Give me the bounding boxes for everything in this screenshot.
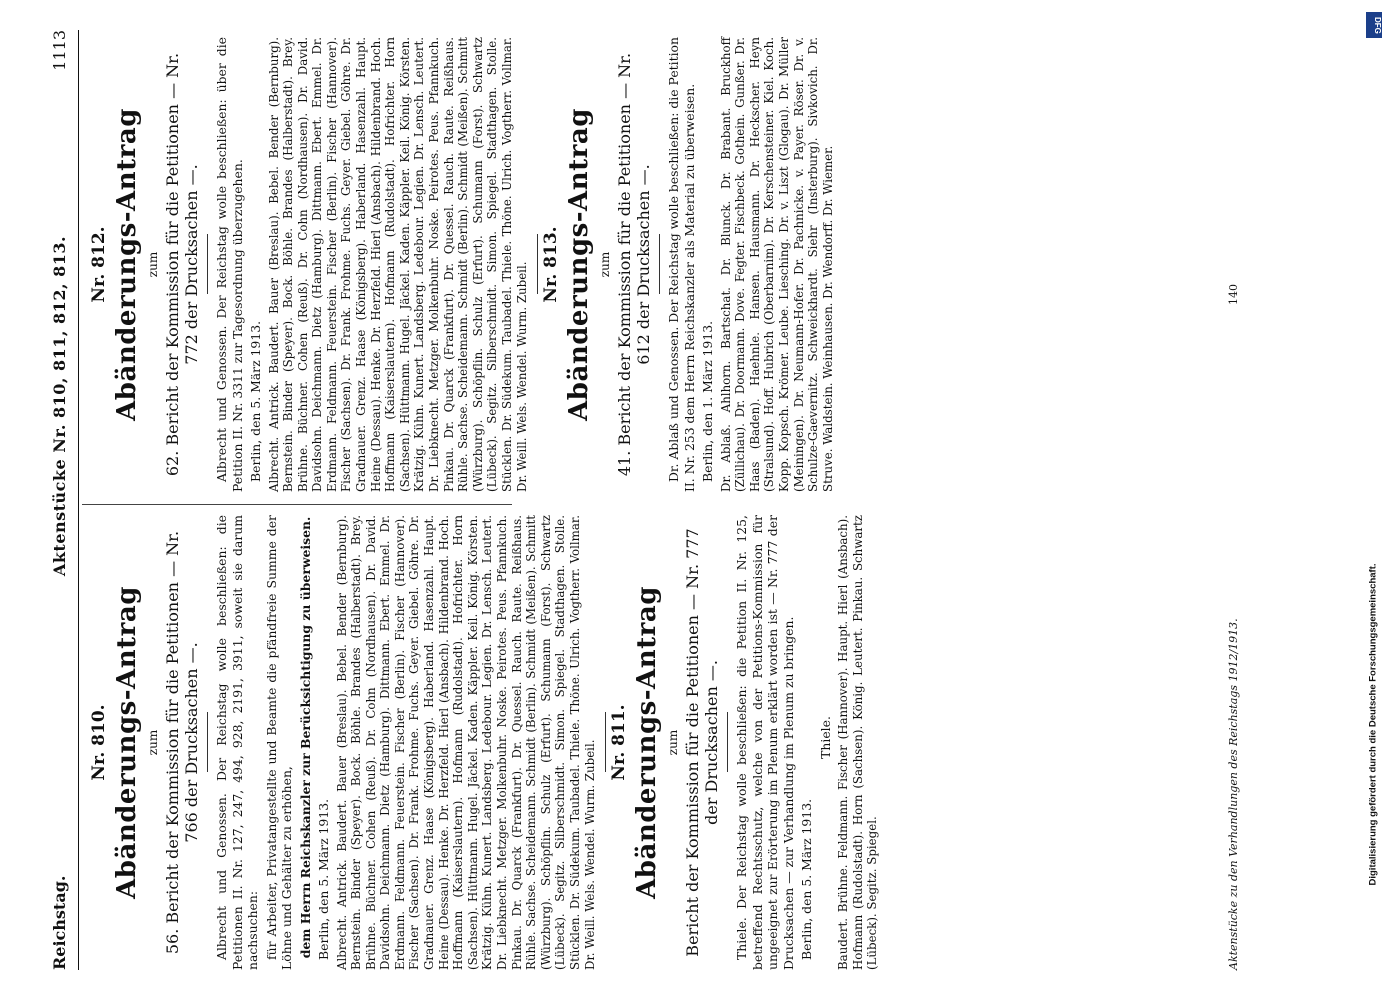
doc-812-date: Berlin, den 5. März 1913. — [248, 320, 263, 482]
doc-810 — [89, 515, 597, 970]
separator — [537, 235, 538, 295]
left-column — [86, 515, 888, 970]
doc-811-sign-lead: Thiele. — [817, 716, 833, 759]
doc-810-motion: Albrecht und Genossen. Der Reichstag wolle beschließen: die Petitionen II. Nr. 127, 247, 494, 928, 2191, 3911, soweit sie darum nachsuchen: — [214, 515, 260, 970]
page-header — [42, 30, 79, 970]
doc-812-motion: Albrecht und Genossen. Der Reichstag wolle beschließen: über die Petition II. Nr. 3311 zur Tagesordnung überzugehen. — [214, 37, 245, 492]
doc-811-title: Abänderungs-Antrag — [631, 586, 662, 899]
footer-source: Aktenstücke zu den Verhandlungen des Reichstags 1912/1913. — [1227, 618, 1240, 970]
doc-812-title: Abänderungs-Antrag — [111, 108, 142, 421]
doc-810-report: 56. Bericht der Kommission für die Petitionen — Nr. 766 der Drucksachen —. — [163, 530, 201, 955]
doc-811 — [605, 515, 880, 970]
doc-813-number: Nr. 813. — [541, 226, 562, 303]
doc-813-motion: Dr. Ablaß und Genossen. Der Reichstag wolle beschließen: die Petition II. Nr. 253 dem Herrn Reichskanzler als Material zu überweisen. — [666, 37, 697, 492]
doc-810-motion-item: für Arbeiter, Privatangestellte und Beamte die pfändfreie Summe der Löhne und Gehälter zu erhöhen, — [263, 515, 294, 970]
separator — [207, 713, 208, 773]
separator — [659, 235, 660, 295]
doc-812-number: Nr. 812. — [89, 226, 109, 303]
doc-812 — [89, 37, 529, 492]
doc-811-date: Berlin, den 5. März 1913. — [799, 798, 815, 960]
doc-810-signatories: Albrecht. Antrick. Baudert. Bauer (Breslau). Bebel. Bender (Bernburg). Bernstein. Binder (Speyer). Bock. Böhle. Brandes (Halberstadt). Brey. Brühne. Büchner. Cohen (Reuß). Dr. Cohn (Nordhausen). Dr. David. Davidsohn. Deichmann. Dietz (Hamburg). Dittmann. Ebert. Emmel. Dr. Erdmann. Feldmann. Feuerstein. Fischer (Berlin). Fischer (Hannover). Fischer (Sachsen). Dr. Frank. Frohme. Fuchs. Geyer. Giebel. Göhre. Dr. Gradnauer. Grenz. Haase (Königsberg). Haberland. Hasenzahl. Haupt. Heine (Dessau). Henke. Dr. Herzfeld. Hierl (Ansbach). Hildenbrand. Hoch. Hoffmann (Kaiserslautern). Hofmann (Rudolstadt). Hofrichter. Horn (Sachsen). Hüttmann. Hugel. Jäckel. Kaden. Käppler. Keil. König. Körsten. Krätzig. Kühn. Kunert. Landsberg. Ledebour. Legien. Dr. Lensch. Leutert. Dr. Liebknecht. Metzger. Molkenbuhr. Noske. Peirotes. Peus. Pfannkuch. Pinkau. Dr. Quarck (Frankfurt). Dr. Quessel. Rauch. Raute. Reißhaus. Rühle. Sachse. Scheidemann. Schmidt (Berlin). Schmidt (Meißen). Schmitt (Würzburg). Schöpflin. Schulz (Erfurt). Schumann (Forst). Schwartz (Lübeck). Segitz. Silberschmidt. Simon. Spiegel. Stadthagen. Stolle. Stücklen. Dr. Südekum. Taubadel. Thiele. Thöne. Ulrich. Vogtherr. Vollmar. Dr. Weill. Wels. Wendel. Wurm. Zubeil. — [334, 515, 597, 970]
right-column — [86, 37, 843, 492]
column-divider — [82, 504, 512, 505]
doc-813-zum: zum — [597, 251, 612, 278]
doc-813-report: 41. Bericht der Kommission für die Petitionen — Nr. 612 der Drucksachen —. — [615, 52, 654, 477]
separator — [207, 235, 208, 295]
doc-810-title: Abänderungs-Antrag — [111, 586, 142, 899]
doc-811-motion: Thiele. Der Reichstag wolle beschließen: die Petition II. Nr. 125, betreffend Rechtsschutz, welche von der Petitions-Kommission für ungeeignet zur Erörterung im Plenum erklärt worden ist — Nr. 777 der Drucksachen — zur Verhandlung im Plenum zu bringen. — [734, 515, 796, 970]
header-page-number: 1113 — [50, 30, 69, 71]
doc-810-date: Berlin, den 5. März 1913. — [316, 798, 331, 960]
doc-810-number: Nr. 810. — [89, 704, 109, 781]
separator — [727, 713, 728, 773]
header-left: Reichstag. — [50, 875, 69, 970]
doc-811-signatories: Baudert. Brühne. Feldmann. Fischer (Hannover). Haupt. Hierl (Ansbach). Hofmann (Rudolstadt). Horn (Sachsen). König. Leutert. Pinkau. Schwartz (Lübeck). Segitz. Spiegel. — [836, 515, 880, 970]
doc-812-signatories: Albrecht. Antrick. Baudert. Bauer (Breslau). Bebel. Bender (Bernburg). Bernstein. Binder (Speyer). Bock. Böhle. Brandes (Halberstadt). Brey. Brühne. Büchner. Cohen (Reuß). Dr. Cohn (Nordhausen). Dr. David. Davidsohn. Deichmann. Dietz (Hamburg). Dittmann. Ebert. Emmel. Dr. Erdmann. Feldmann. Feuerstein. Fischer (Berlin). Fischer (Hannover). Fischer (Sachsen). Dr. Frank. Frohme. Fuchs. Geyer. Giebel. Göhre. Dr. Gradnauer. Grenz. Haase (Königsberg). Haberland. Hasenzahl. Haupt. Heine (Dessau). Henke. Dr. Herzfeld. Hierl (Ansbach). Hildenbrand. Hoch. Hoffmann (Kaiserslautern). Hofmann (Rudolstadt). Hofrichter. Horn (Sachsen). Hüttmann. Hugel. Jäckel. Kaden. Käppler. Keil. König. Körsten. Krätzig. Kühn. Kunert. Landsberg. Ledebour. Legien. Dr. Lensch. Leutert. Dr. Liebknecht. Metzger. Molkenbuhr. Noske. Peirotes. Peus. Pfannkuch. Pinkau. Dr. Quarck (Frankfurt). Dr. Quessel. Rauch. Raute. Reißhaus. Rühle. Sachse. Scheidemann. Schmidt (Berlin). Schmidt (Meißen). Schmitt (Würzburg). Schöpflin. Schulz (Erfurt). Schumann (Forst). Schwartz (Lübeck). Segitz. Silberschmidt. Simon. Spiegel. Stadthagen. Stolle. Stücklen. Dr. Südekum. Taubadel. Thiele. Thöne. Ulrich. Vogtherr. Vollmar. Dr. Weill. Wels. Wendel. Wurm. Zubeil. — [266, 37, 529, 492]
doc-811-report: Bericht der Kommission für die Petitionen — Nr. 777 der Drucksachen —. — [683, 528, 722, 957]
doc-812-zum: zum — [145, 251, 160, 278]
doc-813-date: Berlin, den 1. März 1913. — [700, 320, 716, 482]
doc-812-report: 62. Bericht der Kommission für die Petitionen — Nr. 772 der Drucksachen —. — [163, 52, 201, 477]
doc-810-zum: zum — [145, 729, 160, 756]
separator — [605, 713, 606, 773]
rotated-page-content — [42, 30, 1272, 970]
doc-813 — [537, 37, 835, 492]
header-title: Aktenstücke Nr. 810, 811, 812, 813. — [50, 235, 69, 577]
doc-813-title: Abänderungs-Antrag — [563, 108, 594, 421]
footer-page-number: 140 — [1227, 284, 1240, 305]
digitization-note — [1363, 10, 1381, 1000]
doc-813-signatories: Dr. Ablaß. Ahlhorn. Bartschat. Dr. Blunck. Dr. Brabant. Bruckhoff (Züllichau). Dr. Doormann. Dove. Fegter. Fischbeck. Gothein. Gunßer. Dr. Haas (Baden). Haehnle. Hansen. Hausmann. Dr. Heckscher. Heyn (Stralsund). Hoff. Hubrich (Oberbarnim). Dr. Kerschensteiner. Kiel. Koch. Kopp. Kopsch. Krömer. Leube. Liesching. Dr. v. Liszt (Glogau). Dr. Müller (Meiningen). Dr. Neumann-Hofer. Dr. Pachnicke. v. Payer. Röser. Dr. v. Schulze-Gaevernitz. Schweickhardt. Siehr (Insterburg). Sivkovich. Dr. Struve. Waldstein. Weinhausen. Dr. Wendorff. Dr. Wiemer. — [718, 37, 835, 492]
doc-810-motion-conclusion: dem Herrn Reichskanzler zur Berücksichtigung zu überweisen. — [297, 516, 313, 959]
doc-811-zum: zum — [665, 729, 680, 756]
digitization-note-text: Digitalisierung gefördert durch die Deutsche Forschungsgemeinschaft. — [1367, 563, 1379, 886]
dfg-logo: DFG — [1366, 12, 1382, 38]
doc-811-number: Nr. 811. — [609, 704, 630, 781]
